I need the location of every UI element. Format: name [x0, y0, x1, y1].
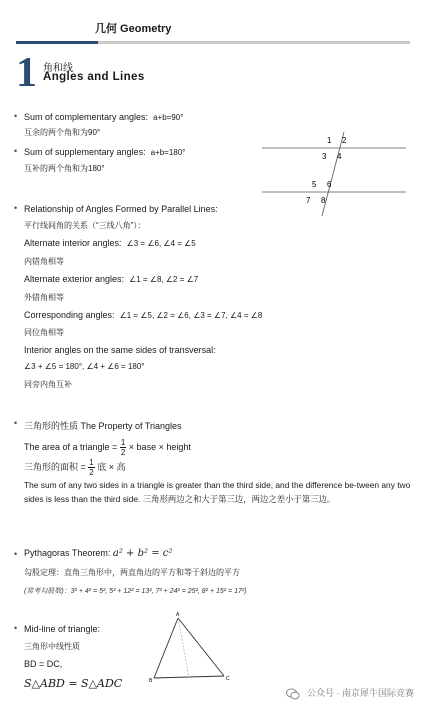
area-cn-suffix: 底 × 高	[97, 461, 126, 472]
section-title-cn: 角和线	[43, 63, 73, 74]
header-title: 几何 Geometry	[95, 23, 172, 35]
parallel-cn: 平行线间角的关系（“三线八角”）：	[24, 221, 146, 230]
midline-label: Mid-line of triangle:	[24, 624, 101, 634]
parallel-lines-diagram	[258, 128, 408, 218]
half-fraction: $\frac{1}{2}$	[120, 438, 126, 457]
triangle-inequality-text: The sum of any two sides in a triangle is greater than the third side, and the difference be-tween any two sides is less than the third side. 三角形两边之和大于第三边，两边之差小于第三边。	[24, 480, 411, 504]
supplementary-formula: a+b=180°	[150, 148, 186, 157]
area-cn-prefix: 三角形的面积 =	[24, 461, 86, 472]
pythagoras-triples-note: (常考勾股数)：3² + 4² = 5², 5² + 12² = 13², 7² + 24² = 25², 8² + 15² = 17²)	[24, 588, 247, 595]
pythagoras-line	[24, 548, 172, 559]
bullet-icon: •	[14, 549, 18, 559]
area-en-suffix: × base × height	[128, 441, 191, 452]
midline-eq: BD = DC,	[24, 659, 63, 669]
same-side-formula: ∠3 + ∠5 = 180°, ∠4 + ∠6 = 180°	[24, 362, 145, 371]
bullet-icon: •	[14, 203, 18, 213]
angle-label: 6	[327, 180, 332, 189]
alt-exterior-line	[24, 274, 198, 284]
pythagoras-formula: a² + b² = c²	[112, 548, 173, 559]
triangle-side-ab	[154, 618, 178, 678]
angle-label: 4	[337, 152, 342, 161]
angle-label: 1	[327, 136, 332, 145]
corresponding-line	[24, 310, 262, 320]
alt-exterior-label: Alternate exterior angles:	[24, 274, 125, 284]
angle-label: 5	[312, 180, 317, 189]
alt-exterior-cn: 外错角相等	[24, 293, 64, 302]
same-side-cn: 同旁内角互补	[24, 380, 72, 389]
triangle-area-en	[24, 438, 191, 457]
midline-cn: 三角形中线性质	[24, 642, 80, 651]
supplementary-line	[24, 147, 185, 157]
triangle-median-diagram	[146, 610, 236, 686]
wechat-icon	[286, 688, 300, 700]
bullet-icon: •	[14, 146, 18, 156]
angle-label: 8	[321, 196, 326, 205]
alt-interior-cn: 内错角相等	[24, 257, 64, 266]
section-title-en: Angles and Lines	[43, 71, 145, 83]
alt-interior-line	[24, 238, 196, 248]
alt-interior-label: Alternate interior angles:	[24, 238, 122, 248]
watermark-text: 公众号 · 南京犀牛国际竞赛	[307, 688, 414, 698]
complementary-formula: a+b=90°	[153, 113, 184, 122]
vertex-label: A	[176, 612, 180, 618]
pythagoras-cn: 勾股定理：直角三角形中，两直角边的平方和等于斜边的平方	[24, 568, 240, 577]
angle-label: 2	[342, 136, 347, 145]
bullet-icon: •	[14, 111, 18, 121]
alt-interior-formula: ∠3 = ∠6, ∠4 = ∠5	[126, 239, 196, 248]
corresponding-formula: ∠1 = ∠5, ∠2 = ∠6, ∠3 = ∠7, ∠4 = ∠8	[119, 311, 263, 320]
header-rule	[98, 41, 410, 44]
midline-area-eq: S△ABD = S△ADC	[24, 677, 123, 690]
bullet-icon: •	[14, 418, 18, 428]
vertex-label: C	[226, 676, 230, 682]
alt-exterior-formula: ∠1 = ∠8, ∠2 = ∠7	[129, 275, 199, 284]
triangle-side-ac	[178, 618, 224, 676]
triangle-area-cn	[24, 458, 126, 477]
angle-label: 7	[306, 196, 311, 205]
median-line	[178, 618, 189, 677]
complementary-cn: 互余的两个角和为90°	[24, 128, 101, 137]
corresponding-cn: 同位角相等	[24, 328, 64, 337]
supplementary-label: Sum of supplementary angles:	[24, 147, 146, 157]
pythagoras-label: Pythagoras Theorem:	[24, 548, 111, 558]
vertex-label: B	[149, 678, 153, 684]
triangles-title: 三角形的性质 The Property of Triangles	[24, 421, 182, 431]
supplementary-cn: 互补的两个角和为180°	[24, 164, 105, 173]
header-rule-accent	[16, 41, 98, 44]
parallel-title: Relationship of Angles Formed by Parallel Lines:	[24, 204, 218, 214]
section-number: 1	[16, 50, 37, 96]
bullet-icon: •	[14, 623, 18, 633]
area-en-prefix: The area of a triangle =	[24, 441, 118, 452]
corresponding-label: Corresponding angles:	[24, 310, 115, 320]
same-side-label: Interior angles on the same sides of transversal:	[24, 345, 216, 355]
watermark	[286, 686, 414, 700]
complementary-label: Sum of complementary angles:	[24, 112, 149, 122]
half-fraction: $\frac{1}{2}$	[89, 458, 94, 477]
complementary-line	[24, 112, 183, 122]
angle-label: 3	[322, 152, 327, 161]
